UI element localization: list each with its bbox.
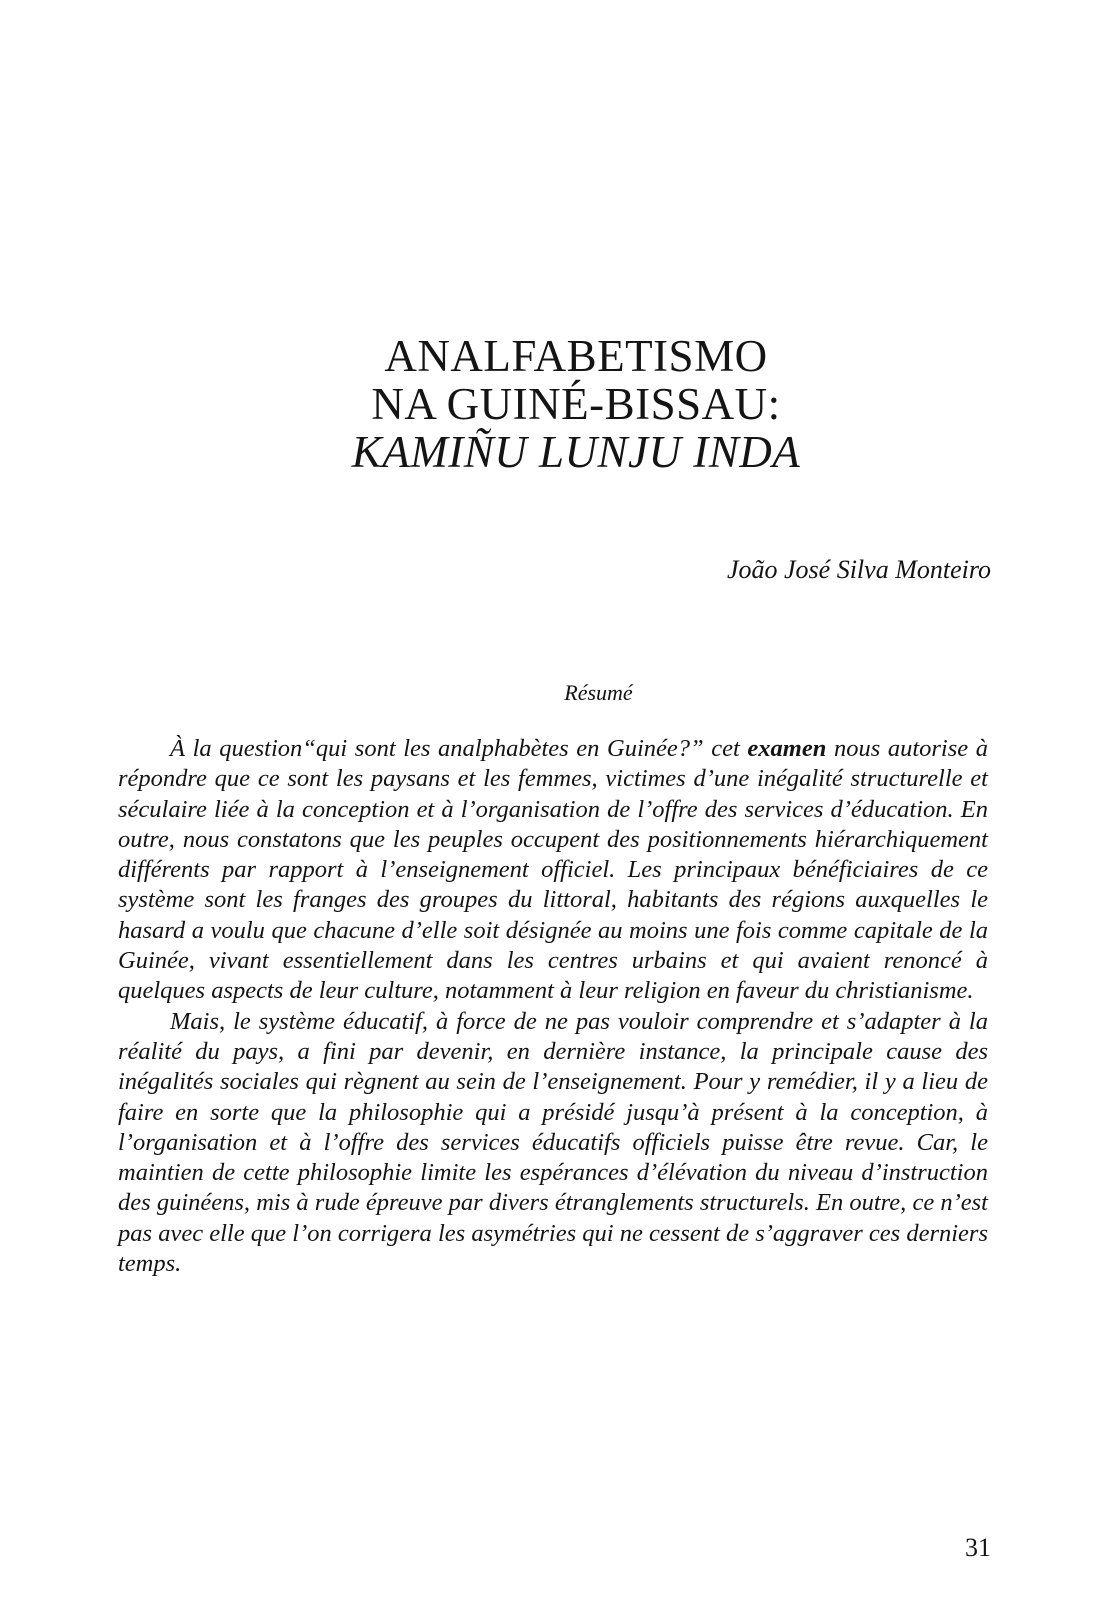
title-line-2: NA GUINÉ-BISSAU:	[371, 379, 781, 429]
page-number: 31	[965, 1533, 991, 1562]
abstract-paragraph-1-start: À la question“qui sont les analphabètes en Guinée?” cet	[170, 735, 748, 762]
abstract-body	[118, 734, 988, 1279]
abstract-paragraph-1	[118, 734, 988, 1007]
abstract-paragraph-1-bold: examen	[747, 735, 827, 762]
article-title	[0, 332, 1109, 476]
abstract-paragraph-2: Mais, le système éducatif, à force de ne pas vouloir comprendre et s’adapter à la réalité du pays, a fini par devenir, en dernière instance, la principale cause des inégalités sociales qui règnent au sein de l’enseignement. Pour y remédier, il y a lieu de faire en sorte que la philosophie qui a présidé jusqu’à présent à la conception, à l’organisation et à l’offre des services éducatifs officiels puisse être revue. Car, le maintien de cette philosophie limite les espérances d’élévation du niveau d’instruction des guinéens, mis à rude épreuve par divers étranglements structurels. En outre, ce n’est pas avec elle que l’on corrigera les asymétries qui ne cessent de s’aggraver ces derniers temps.	[118, 1007, 988, 1278]
title-line-3: KAMIÑU LUNJU INDA	[351, 427, 801, 477]
author-name: João José Silva Monteiro	[726, 555, 991, 584]
abstract-paragraph-1-end: nous autorise à répondre que ce sont les paysans et les femmes, victimes d’une inégalité structurelle et séculaire liée à la conception et à l’organisation de l’offre des services d’éducation. En outre, nous constatons que les peuples occupent des positionnements hiérarchiquement différents par rapport à l’enseignement officiel. Les principaux bénéficiaires de ce système sont les franges des groupes du littoral, habitants des régions auxquelles le hasard a voulu que chacune d’elle soit désignée au moins une fois comme capitale de la Guinée, vivant essentiellement dans les centres urbains et qui avaient renoncé à quelques aspects de leur culture, notamment à leur religion en faveur du christianisme.	[118, 735, 988, 1005]
title-line-1: ANALFABETISMO	[384, 331, 768, 381]
abstract-heading: Résumé	[564, 680, 633, 705]
